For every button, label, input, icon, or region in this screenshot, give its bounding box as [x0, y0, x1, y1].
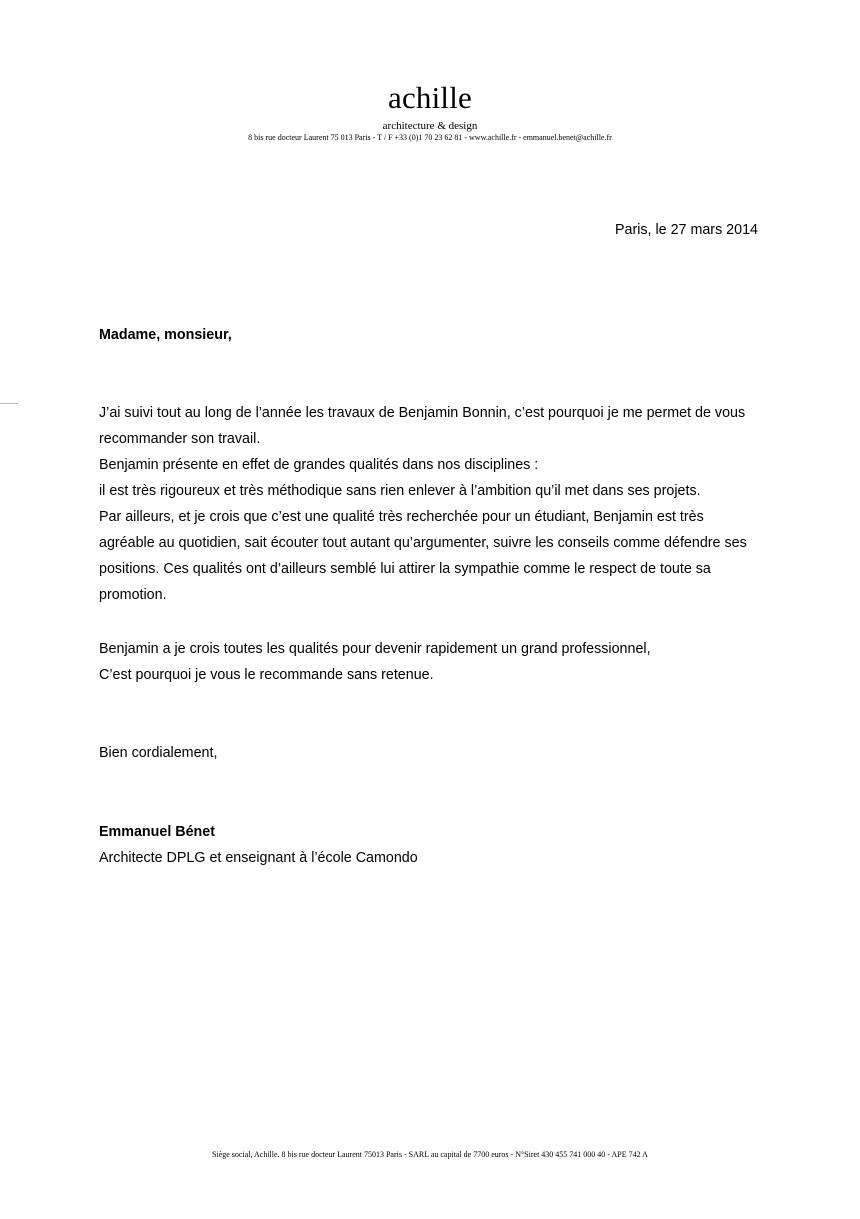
paragraph-line: promotion.	[99, 587, 167, 603]
paragraph-line: Par ailleurs, et je crois que c’est une qualité très recherchée pour un étudiant, Benjamin est très	[99, 509, 704, 525]
company-contact-line: 8 bis rue docteur Laurent 75 013 Paris - T / F +33 (0)1 70 23 62 81 - www.achille.fr - emmanuel.benet@achille.fr	[248, 133, 612, 142]
paragraph-line: Benjamin a je crois toutes les qualités pour devenir rapidement un grand professionnel,	[99, 641, 651, 657]
paragraph-line: J’ai suivi tout au long de l’année les travaux de Benjamin Bonnin, c’est pourquoi je me permet de vous	[99, 405, 746, 421]
signature-block	[99, 819, 418, 871]
signer-name: Emmanuel Bénet	[99, 824, 215, 840]
letter-date: Paris, le 27 mars 2014	[614, 222, 758, 238]
paragraph-line: Benjamin présente en effet de grandes qualités dans nos disciplines :	[99, 457, 539, 473]
company-name: achille	[387, 80, 473, 115]
signer-title: Architecte DPLG et enseignant à l’école Camondo	[99, 850, 418, 866]
paragraph-line: C’est pourquoi je vous le recommande sans retenue.	[99, 667, 434, 683]
fold-mark	[0, 403, 18, 404]
footer-legal-info: Siège social, Achille. 8 bis rue docteur Laurent 75013 Paris - SARL au capital de 7700 euros - N°Siret 430 455 741 000 40 - APE 742 A	[212, 1150, 648, 1159]
letter-paragraph-1	[99, 400, 764, 608]
paragraph-line: il est très rigoureux et très méthodique sans rien enlever à l’ambition qu’il met dans ses projets.	[99, 483, 701, 499]
paragraph-line: positions. Ces qualités ont d’ailleurs semblé lui attirer la sympathie comme le respect de toute sa	[99, 561, 711, 577]
company-tagline: architecture & design	[382, 120, 478, 132]
letterhead	[0, 80, 860, 143]
letter-paragraph-2	[99, 636, 764, 688]
paragraph-line: agréable au quotidien, sait écouter tout autant qu’argumenter, suivre les conseils comme défendre ses	[99, 535, 747, 551]
closing-formula: Bien cordialement,	[99, 745, 218, 761]
salutation: Madame, monsieur,	[99, 327, 232, 343]
paragraph-line: recommander son travail.	[99, 431, 261, 447]
